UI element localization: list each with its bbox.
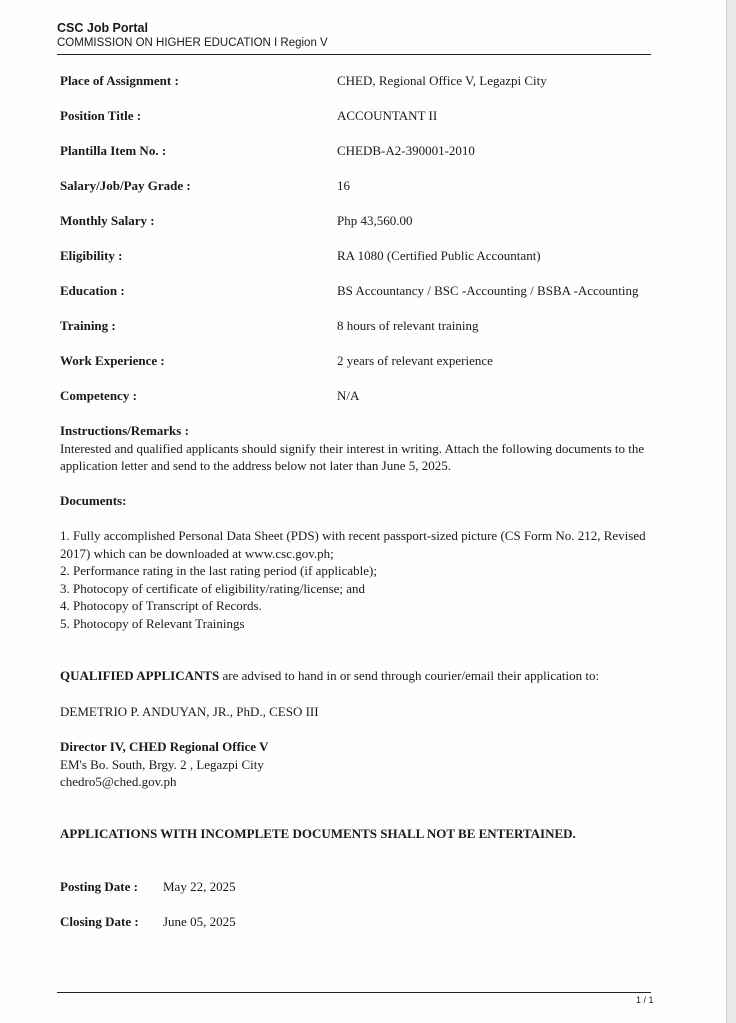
field-label: Competency : xyxy=(60,388,137,403)
field-value: BS Accountancy / BSC -Accounting / BSBA -Accounting xyxy=(337,283,639,298)
field-label: Place of Assignment : xyxy=(60,73,179,88)
posting-date-label: Posting Date : xyxy=(60,879,138,894)
field-value: CHEDB-A2-390001-2010 xyxy=(337,143,475,158)
closing-date-label: Closing Date : xyxy=(60,914,139,929)
documents-heading xyxy=(60,492,670,510)
field-place-of-assignment xyxy=(60,72,680,90)
field-value: Php 43,560.00 xyxy=(337,213,413,228)
list-item: 3. Photocopy of certificate of eligibility/rating/license; and xyxy=(60,580,366,596)
contact-email: chedro5@ched.gov.ph xyxy=(60,774,177,789)
contact-name: DEMETRIO P. ANDUYAN, JR., PhD., CESO III xyxy=(60,704,319,719)
field-label: Training : xyxy=(60,318,116,333)
field-value: ACCOUNTANT II xyxy=(337,108,438,123)
field-value: N/A xyxy=(337,388,360,403)
field-position-title xyxy=(60,107,680,125)
field-label: Work Experience : xyxy=(60,353,165,368)
field-label: Eligibility : xyxy=(60,248,123,263)
field-monthly-salary xyxy=(60,212,680,230)
submission-text: are advised to hand in or send through courier/email their application to: xyxy=(219,668,600,683)
field-label: Plantilla Item No. : xyxy=(60,143,167,158)
submission-instruction xyxy=(60,667,670,685)
document-header xyxy=(57,20,328,50)
contact-title: Director IV, CHED Regional Office V xyxy=(60,739,269,754)
field-education xyxy=(60,282,680,300)
field-label: Education : xyxy=(60,283,125,298)
field-label: Position Title : xyxy=(60,108,142,123)
instructions-heading: Instructions/Remarks : xyxy=(60,423,189,438)
instructions-body: Interested and qualified applicants should signify their interest in writing. Attach the following documents to the application letter and send to the address below not later than June 5, 2025. xyxy=(60,440,645,473)
agency-name: COMMISSION ON HIGHER EDUCATION I Region V xyxy=(57,37,328,49)
field-eligibility xyxy=(60,247,680,265)
field-value: 16 xyxy=(337,178,350,193)
field-training xyxy=(60,317,680,335)
documents-heading-text: Documents: xyxy=(60,493,127,508)
instructions-section xyxy=(60,422,670,475)
header-divider xyxy=(57,54,651,55)
field-value: RA 1080 (Certified Public Accountant) xyxy=(337,248,541,263)
documents-list xyxy=(60,527,670,632)
field-value: 8 hours of relevant training xyxy=(337,318,479,333)
page-number: 1 / 1 xyxy=(636,995,654,1005)
list-item: 4. Photocopy of Transcript of Records. xyxy=(60,598,262,613)
field-value: CHED, Regional Office V, Legazpi City xyxy=(337,73,547,88)
posting-date-value: May 22, 2025 xyxy=(163,879,236,894)
field-label: Monthly Salary : xyxy=(60,213,155,228)
field-label: Salary/Job/Pay Grade : xyxy=(60,178,191,193)
field-work-experience xyxy=(60,352,680,370)
list-item: 5. Photocopy of Relevant Trainings xyxy=(60,615,245,631)
contact-block xyxy=(60,738,670,791)
list-item: 1. Fully accomplished Personal Data Sheet (PDS) with recent passport-sized picture (CS Form No. 212, Revised 2017) which can be downloaded at www.csc.gov.ph; xyxy=(60,528,646,561)
field-salary-grade xyxy=(60,177,680,195)
contact-address: EM's Bo. South, Brgy. 2 , Legazpi City xyxy=(60,756,264,772)
documents-section xyxy=(60,527,670,632)
field-value: 2 years of relevant experience xyxy=(337,353,493,368)
portal-title: CSC Job Portal xyxy=(57,21,148,35)
closing-date-value: June 05, 2025 xyxy=(163,914,236,929)
field-competency xyxy=(60,387,680,405)
list-item: 2. Performance rating in the last rating period (if applicable); xyxy=(60,563,377,578)
footer-divider xyxy=(57,992,651,993)
qualified-applicants-text: QUALIFIED APPLICANTS xyxy=(60,668,220,683)
incomplete-documents-notice: APPLICATIONS WITH INCOMPLETE DOCUMENTS SHALL NOT BE ENTERTAINED. xyxy=(60,826,576,841)
field-plantilla-item-no xyxy=(60,142,680,160)
